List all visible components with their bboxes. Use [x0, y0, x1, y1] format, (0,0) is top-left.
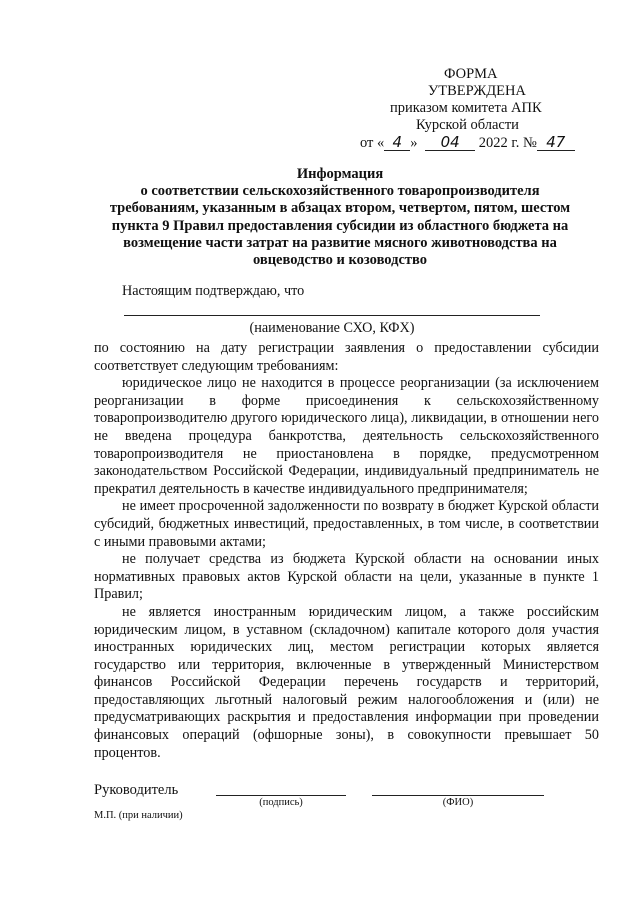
title-line-3: требованиям, указанным в абзацах втором, четвертом, пятом, шестом — [109, 200, 571, 217]
full-name-blank — [372, 795, 544, 796]
title-line-6: овцеводство и козоводство — [252, 252, 428, 269]
title-line-4: пункта 9 Правил предоставления субсидии из областного бюджета на — [111, 217, 569, 234]
full-name-caption: (ФИО) — [442, 797, 474, 808]
title-line-2: о соответствии сельскохозяйственного товаропроизводителя — [140, 183, 540, 200]
signature-blank — [216, 795, 346, 796]
approval-approved-label: УТВЕРЖДЕНА — [428, 83, 526, 99]
confirm-statement: Настоящим подтверждаю, что — [122, 283, 305, 299]
approval-date-line — [360, 134, 600, 152]
handwritten-day: 4 — [384, 134, 410, 151]
signature-head-label: Руководитель — [94, 782, 179, 798]
title-line-5: возмещение части затрат на развитие мясного животноводства на — [123, 234, 557, 251]
signature-caption: (подпись) — [259, 797, 303, 808]
approval-form-label: ФОРМА — [444, 66, 498, 82]
seal-note: М.П. (при наличии) — [94, 810, 183, 821]
date-mid: » — [410, 135, 418, 151]
handwritten-order-number: 47 — [537, 134, 575, 151]
approval-region-label: Курской области — [416, 117, 519, 133]
date-year-text: 2022 г. № — [478, 135, 537, 151]
organization-name-caption: (наименование СХО, КФХ) — [249, 320, 415, 336]
approval-stamp — [360, 66, 600, 152]
date-prefix: от « — [360, 135, 385, 151]
requirement-not-foreign: не является иностранным юридическим лицом, а также российским юридическим лицом, в уставном (складочном) капитале которого доля участия иностранных юридических лиц, местом регистрации которых является государство или территория, включенные в утвержденный Министерством финансов Российской Федерации перечень государств и территорий, предоставляющих льготный налоговый режим налогообложения и (или) не предусматривающих раскрытия и предоставления информации при проведении финансовых операций (офшорные зоны), в совокупности превышает 50 процентов. — [94, 603, 599, 761]
organization-name-blank — [124, 315, 540, 316]
approval-order-label: приказом комитета АПК — [390, 100, 542, 116]
requirements-section — [94, 340, 599, 762]
requirement-no-other-funds: не получает средства из бюджета Курской области на основании иных нормативных правовых актов Курской области на цели, указанные в пункте 1 Правил; — [94, 551, 599, 603]
document-title — [90, 166, 590, 269]
requirements-intro: по состоянию на дату регистрации заявления о предоставлении субсидии соответствует следующим требованиям: — [94, 340, 599, 374]
requirement-no-debt: не имеет просроченной задолженности по возврату в бюджет Курской области субсидий, бюджетных инвестиций, предоставленных, в том числе, в соответствии с иными правовыми актами; — [94, 498, 599, 550]
handwritten-month: 04 — [425, 134, 475, 151]
title-line-1: Информация — [296, 166, 384, 182]
requirement-no-reorganization: юридическое лицо не находится в процессе реорганизации (за исключением реорганизации в форме присоединения к сельскохозяйственному товаропроизводителю другого юридического лица), ликвидации, в отношении него не введена процедура банкротства, деятельность сельскохозяйственного товаропроизводителя не приостановлена в порядке, предусмотренном законодательством Российской Федерации, индивидуальный предприниматель не прекратил деятельность в качестве индивидуального предпринимателя; — [94, 375, 599, 497]
